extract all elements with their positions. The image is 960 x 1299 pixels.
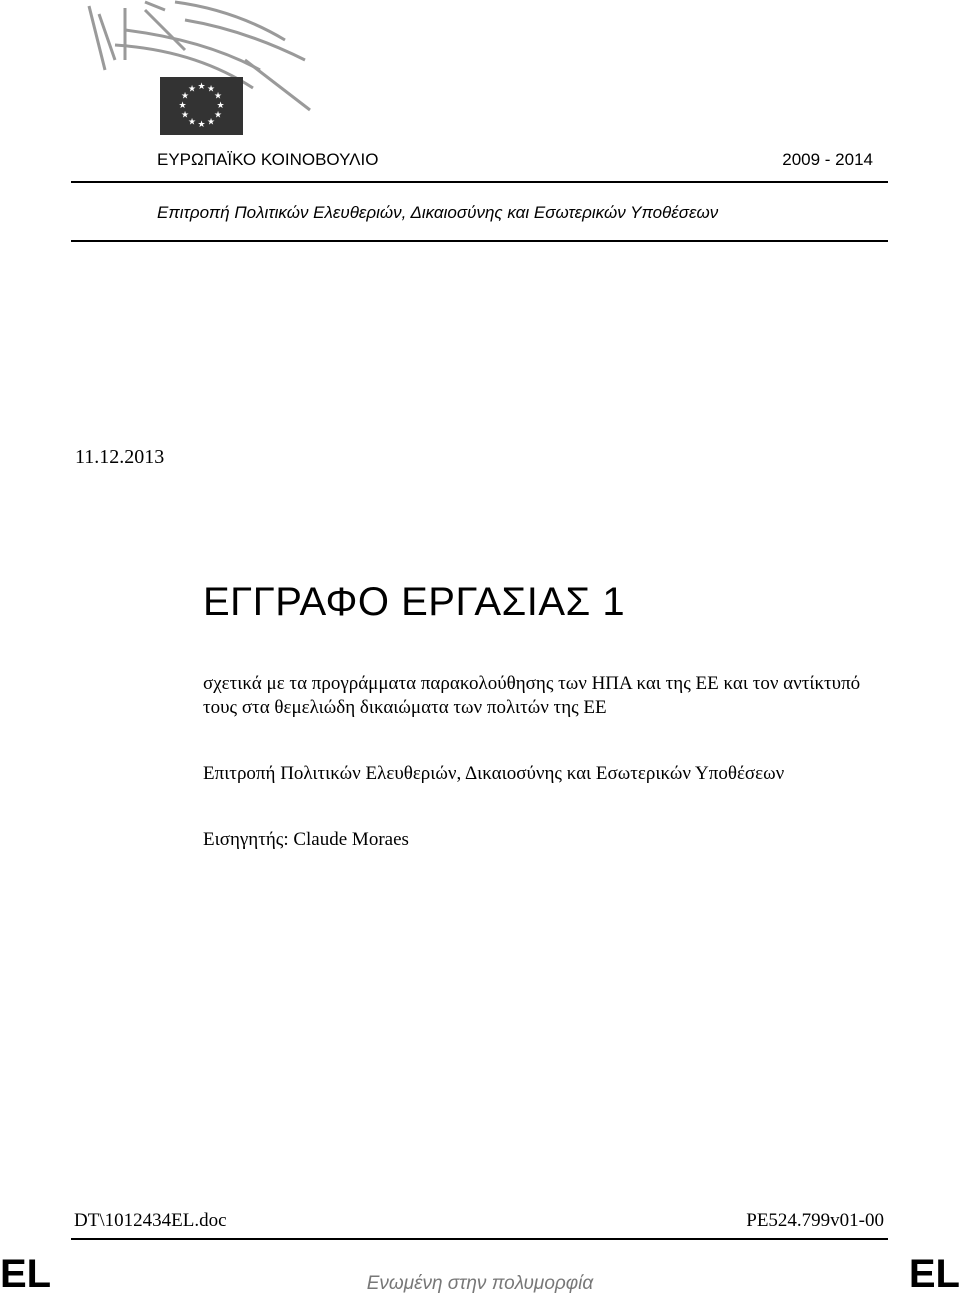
language-code-left: EL [0, 1252, 52, 1296]
document-committee: Επιτροπή Πολιτικών Ελευθεριών, Δικαιοσύνης και Εσωτερικών Υποθέσεων [203, 763, 785, 784]
svg-text:★: ★ [213, 91, 223, 102]
svg-text:★: ★ [187, 117, 197, 128]
parliamentary-term: 2009 - 2014 [782, 150, 873, 169]
language-code-right: EL [908, 1252, 960, 1296]
eu-flag-icon [160, 77, 243, 135]
document-subject: σχετικά με τα προγράμματα παρακολούθησης των ΗΠΑ και της ΕΕ και τον αντίκτυπό τους στα θεμελιώδη δικαιώματα των πολιτών της ΕΕ [203, 673, 861, 718]
svg-text:★: ★ [216, 101, 225, 111]
institution-name: ΕΥΡΩΠΑΪΚΟ ΚΟΙΝΟΒΟΥΛΙΟ [157, 150, 379, 169]
svg-text:★: ★ [206, 84, 216, 95]
svg-text:★: ★ [187, 84, 197, 95]
european-parliament-logo [85, 0, 315, 138]
file-reference: DT\1012434EL.doc [74, 1210, 227, 1231]
footer-divider [71, 1238, 888, 1240]
document-date: 11.12.2013 [75, 446, 165, 468]
svg-text:★: ★ [197, 120, 206, 130]
document-title: ΕΓΓΡΑΦΟ ΕΡΓΑΣΙΑΣ 1 [203, 580, 626, 624]
pe-reference: PE524.799v01-00 [746, 1210, 884, 1231]
svg-text:★: ★ [180, 110, 190, 121]
svg-text:★: ★ [206, 117, 216, 128]
rapporteur: Εισηγητής: Claude Moraes [203, 829, 409, 850]
header-divider [71, 181, 888, 183]
svg-text:★: ★ [178, 101, 187, 111]
header-divider-bottom [71, 240, 888, 242]
svg-text:★: ★ [197, 82, 206, 92]
svg-text:★: ★ [213, 110, 223, 121]
svg-text:★: ★ [180, 91, 190, 102]
eu-motto: Ενωμένη στην πολυμορφία [366, 1273, 594, 1294]
committee-header: Επιτροπή Πολιτικών Ελευθεριών, Δικαιοσύνης και Εσωτερικών Υποθέσεων [157, 203, 719, 222]
